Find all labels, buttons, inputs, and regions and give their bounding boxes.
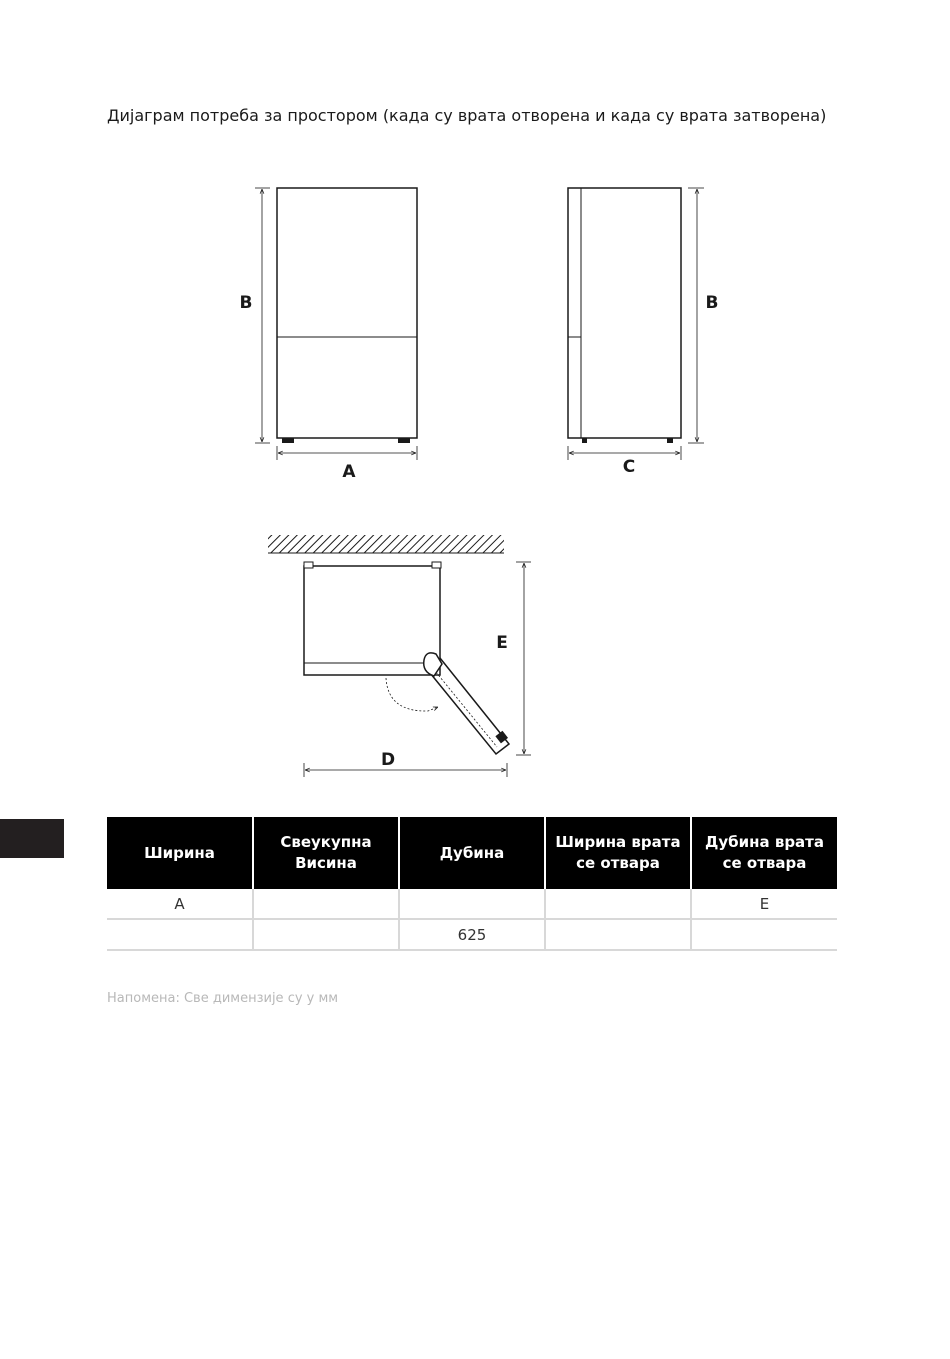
label-b-left: B xyxy=(239,293,253,313)
label-b-right: B xyxy=(705,293,719,313)
open-door xyxy=(424,653,509,754)
fridge-top-view xyxy=(304,562,441,675)
dimension-e xyxy=(496,562,531,755)
table-cell xyxy=(107,919,253,950)
wall-hatch xyxy=(268,535,504,553)
header-width: Ширина xyxy=(107,817,253,889)
dimension-c xyxy=(568,446,681,477)
header-door-open-width: Ширина врата се отвара xyxy=(545,817,691,889)
door-swing-arc xyxy=(386,678,438,711)
fridge-front-view xyxy=(277,188,417,443)
dimension-b-left xyxy=(240,188,270,443)
table-cell xyxy=(253,919,399,950)
label-e: E xyxy=(496,633,508,653)
dimensions-note: Напомена: Све димензије су у мм xyxy=(107,991,339,1006)
dimensions-table xyxy=(107,817,837,951)
table-cell xyxy=(545,889,691,919)
fridge-side-view xyxy=(568,188,681,443)
section-tab-marker xyxy=(0,819,64,858)
table-cell: A xyxy=(107,889,253,919)
table-row xyxy=(107,919,837,950)
table-cell: E xyxy=(691,889,837,919)
label-d: D xyxy=(380,750,396,770)
table-cell xyxy=(545,919,691,950)
table-header-row xyxy=(107,817,837,889)
dimension-a xyxy=(277,446,417,482)
label-a: A xyxy=(342,462,356,482)
page-heading: Дијаграм потреба за простором (када су врата отворена и када су врата затворена) xyxy=(107,106,827,125)
table-cell: 625 xyxy=(399,919,545,950)
table-cell xyxy=(691,919,837,950)
table-cell xyxy=(399,889,545,919)
dimension-d xyxy=(304,750,507,777)
label-c: C xyxy=(622,457,636,477)
dimension-b-right xyxy=(688,188,718,443)
header-total-height: Свеукупна Висина xyxy=(253,817,399,889)
table-cell xyxy=(253,889,399,919)
table-row xyxy=(107,889,837,919)
header-door-open-depth: Дубина врата се отвара xyxy=(691,817,837,889)
header-depth: Дубина xyxy=(399,817,545,889)
